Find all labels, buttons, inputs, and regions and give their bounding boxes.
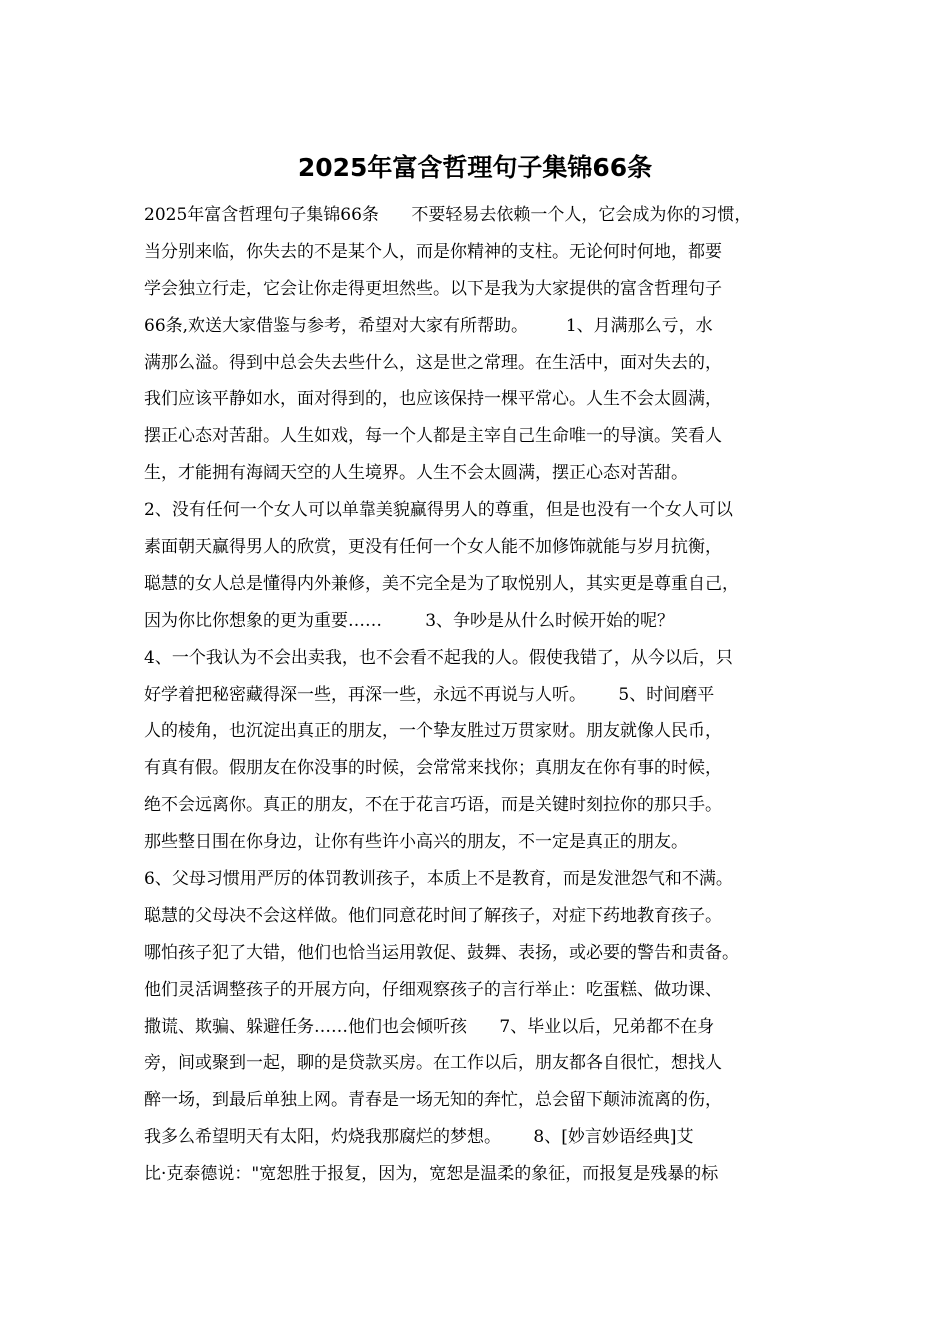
body-line: 人的棱角，也沉淀出真正的朋友，一个挚友胜过万贯家财。朋友就像人民币， xyxy=(144,721,722,742)
body-line: 6、父母习惯用严厉的体罚教训孩子，本质上不是教育，而是发泄怨气和不满。 xyxy=(144,869,733,890)
body-line: 旁，间或聚到一起，聊的是贷款买房。在工作以后，朋友都各自很忙，想找人 xyxy=(144,1053,722,1074)
body-line: 我多么希望明天有太阳，灼烧我那腐烂的梦想。 8、[妙言妙语经典]艾 xyxy=(144,1127,694,1148)
body-line: 素面朝天赢得男人的欣赏，更没有任何一个女人能不加修饰就能与岁月抗衡， xyxy=(144,537,722,558)
body-line: 撒谎、欺骗、躲避任务……他们也会倾听孩 7、毕业以后，兄弟都不在身 xyxy=(144,1016,715,1037)
body-line: 生，才能拥有海阔天空的人生境界。人生不会太圆满，摆正心态对苦甜。 xyxy=(144,463,688,484)
body-line: 哪怕孩子犯了大错，他们也恰当运用敦促、鼓舞、表扬，或必要的警告和责备。 xyxy=(144,942,739,963)
document-body xyxy=(144,197,824,1193)
body-line: 有真有假。假朋友在你没事的时候，会常常来找你；真朋友在你有事的时候， xyxy=(144,758,722,779)
body-line: 好学着把秘密藏得深一些，再深一些，永远不再说与人听。 5、时间磨平 xyxy=(144,684,715,705)
body-line: 2、没有任何一个女人可以单靠美貌赢得男人的尊重，但是也没有一个女人可以 xyxy=(144,500,733,521)
body-line: 2025年富含哲理句子集锦66条 不要轻易去依赖一个人，它会成为你的习惯， xyxy=(144,205,752,225)
body-line: 当分别来临，你失去的不是某个人，而是你精神的支柱。无论何时何地，都要 xyxy=(144,241,722,262)
body-line: 4、一个我认为不会出卖我，也不会看不起我的人。假使我错了，从今以后，只 xyxy=(144,647,733,668)
body-line: 摆正心态对苦甜。人生如戏，每一个人都是主宰自己生命唯一的导演。笑看人 xyxy=(144,426,722,447)
body-line: 聪慧的女人总是懂得内外兼修，美不完全是为了取悦别人，其实更是尊重自己， xyxy=(144,573,739,594)
body-line: 聪慧的父母决不会这样做。他们同意花时间了解孩子，对症下药地教育孩子。 xyxy=(144,905,722,926)
body-line: 比·克泰德说："宽恕胜于报复，因为，宽恕是温柔的象征，而报复是残暴的标 xyxy=(144,1164,719,1185)
body-line: 醉一场，到最后单独上网。青春是一场无知的奔忙，总会留下颠沛流离的伤， xyxy=(144,1090,722,1111)
body-line: 66条,欢送大家借鉴与参考，希望对大家有所帮助。 1、月满那么亏，水 xyxy=(144,315,713,336)
body-line: 他们灵活调整孩子的开展方向，仔细观察孩子的言行举止：吃蛋糕、做功课、 xyxy=(144,979,722,1000)
body-line: 满那么溢。得到中总会失去些什么，这是世之常理。在生活中，面对失去的， xyxy=(144,352,722,373)
body-line: 学会独立行走，它会让你走得更坦然些。以下是我为大家提供的富含哲理句子 xyxy=(144,278,722,299)
body-line: 那些整日围在你身边，让你有些许小高兴的朋友，不一定是真正的朋友。 xyxy=(144,832,688,853)
body-line: 我们应该平静如水，面对得到的，也应该保持一棵平常心。人生不会太圆满， xyxy=(144,389,722,410)
document-title: 2025年富含哲理句子集锦66条 xyxy=(297,153,653,182)
body-line: 因为你比你想象的更为重要…… 3、争吵是从什么时候开始的呢？ xyxy=(144,610,675,631)
body-line: 绝不会远离你。真正的朋友，不在于花言巧语，而是关键时刻拉你的那只手。 xyxy=(144,795,722,816)
